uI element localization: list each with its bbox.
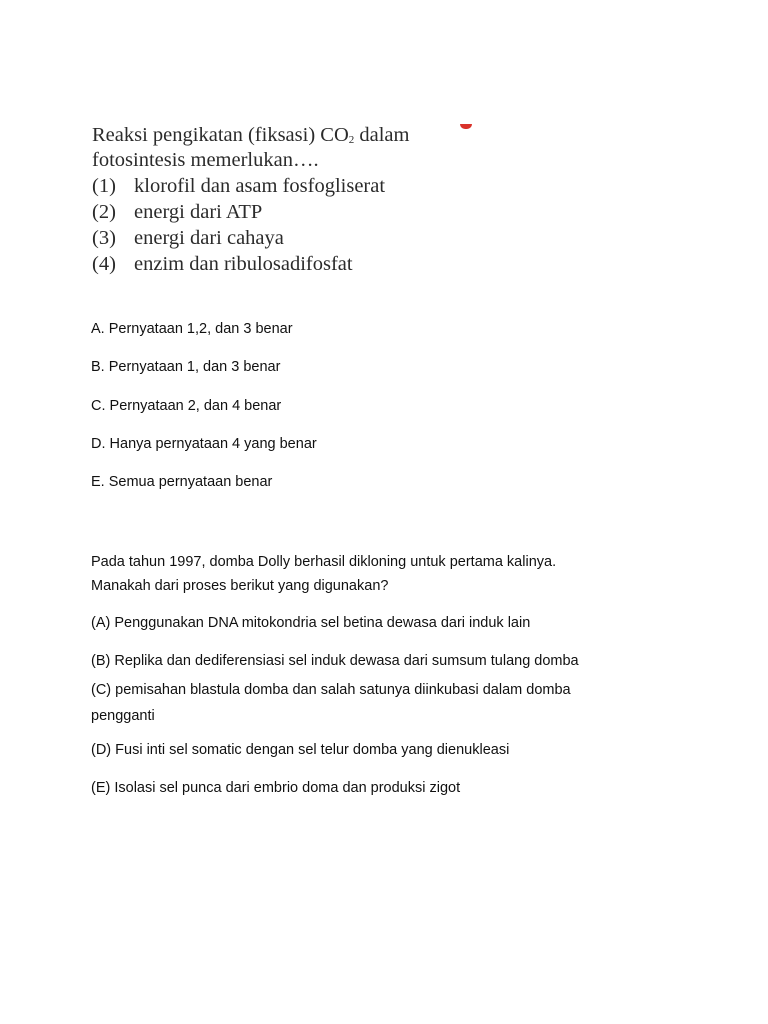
q1-choice-b: B. Pernyataan 1, dan 3 benar	[91, 359, 281, 375]
statement-1	[92, 173, 492, 199]
statement-text: energi dari ATP	[134, 201, 263, 223]
statement-text: klorofil dan asam fosfogliserat	[134, 175, 386, 197]
statement-number: (1)	[92, 175, 116, 197]
statement-2	[92, 199, 492, 225]
question-1-stem-line-2: fotosintesis memerlukan….	[92, 149, 319, 171]
stem-text: Reaksi pengikatan (fiksasi) CO	[92, 124, 349, 146]
statement-number: (4)	[92, 253, 116, 275]
q2-choice-c-line-2: pengganti	[91, 708, 155, 724]
question-2-stem	[91, 550, 556, 598]
q2-choice-d: (D) Fusi inti sel somatic dengan sel telur domba yang dienukleasi	[91, 742, 510, 758]
q2-choice-a: (A) Penggunakan DNA mitokondria sel betina dewasa dari induk lain	[91, 615, 531, 631]
q1-choice-a: A. Pernyataan 1,2, dan 3 benar	[91, 321, 293, 337]
q1-choice-e: E. Semua pernyataan benar	[91, 474, 273, 490]
question-2-stem-line-2: Manakah dari proses berikut yang digunakan?	[91, 578, 389, 594]
q1-choice-c: C. Pernyataan 2, dan 4 benar	[91, 398, 282, 414]
stem-text-tail: dalam	[354, 124, 410, 146]
statement-text: energi dari cahaya	[134, 227, 284, 249]
statement-number: (3)	[92, 227, 116, 249]
q2-choice-c-line-1: (C) pemisahan blastula domba dan salah satunya diinkubasi dalam domba	[91, 682, 571, 698]
statement-text: enzim dan ribulosadifosfat	[134, 253, 353, 275]
question-2-stem-line-1: Pada tahun 1997, domba Dolly berhasil dikloning untuk pertama kalinya.	[91, 554, 557, 570]
q2-choice-b: (B) Replika dan dediferensiasi sel induk dewasa dari sumsum tulang domba	[91, 653, 579, 669]
q1-choice-d: D. Hanya pernyataan 4 yang benar	[91, 436, 317, 452]
q2-choice-e: (E) Isolasi sel punca dari embrio doma dan produksi zigot	[91, 780, 461, 796]
question-1-scan	[92, 123, 492, 277]
q2-choice-c	[91, 677, 571, 729]
statement-number: (2)	[92, 201, 116, 223]
subscript-2: 2	[348, 134, 355, 146]
statement-4	[92, 251, 492, 277]
statement-3	[92, 225, 492, 251]
question-1-stem-line-1	[92, 123, 492, 148]
